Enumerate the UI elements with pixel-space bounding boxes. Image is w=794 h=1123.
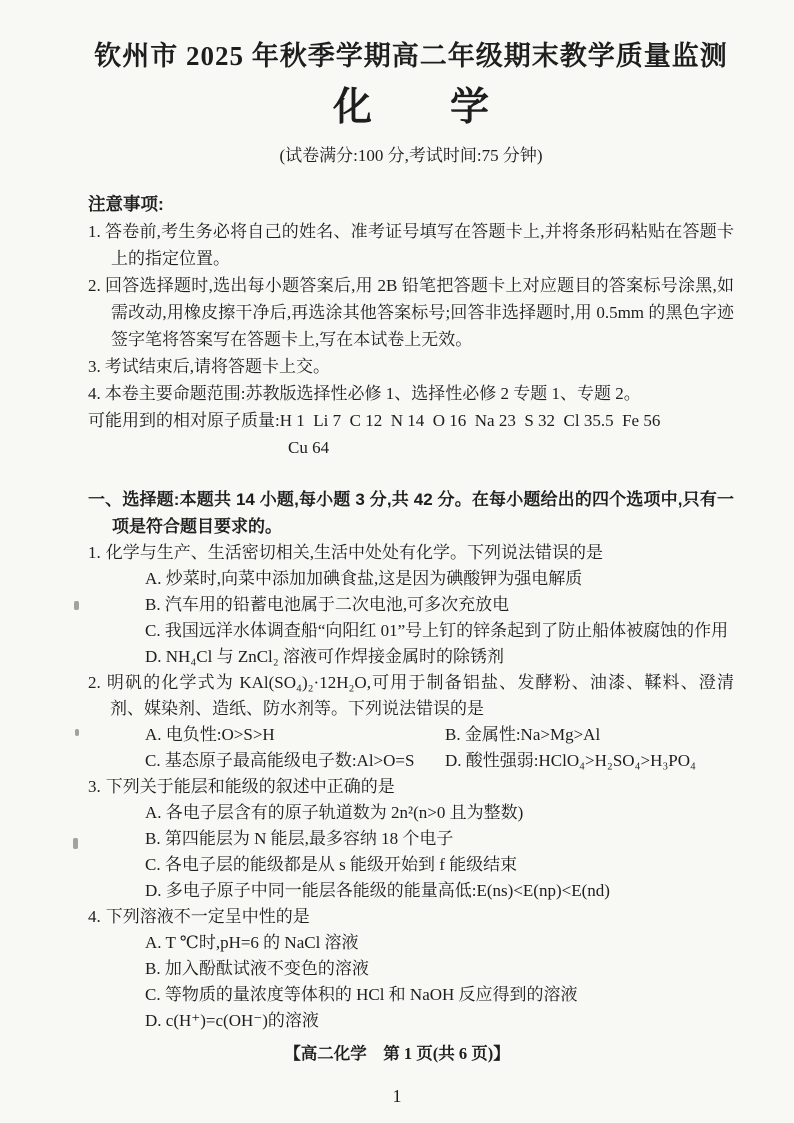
question-number: 4. <box>88 907 101 926</box>
notice-item-text: 回答选择题时,选出每小题答案后,用 2B 铅笔把答题卡上对应题目的答案标号涂黑,如需改动,用橡皮擦干净后,再选涂其他答案标号;回答非选择题时,用 0.5mm 的黑色字迹签字笔将答案写在答题卡上,写在本试卷上无效。 <box>104 276 734 349</box>
option-b: B. 金属性:Na>Mg>Al <box>445 725 601 744</box>
option-c: C. 各电子层的能级都是从 s 能级开始到 f 能级结束 <box>145 855 518 874</box>
question-number: 1. <box>88 543 101 562</box>
question-stem-text: 化学与生产、生活密切相关,生活中处处有化学。下列说法错误的是 <box>105 543 603 562</box>
atomic-masses-line1: 可能用到的相对原子质量:H 1 Li 7 C 12 N 14 O 16 Na 23 S 32 Cl 35.5 Fe 56 <box>88 411 661 430</box>
question-options <box>145 800 734 904</box>
notice-item <box>88 380 734 407</box>
option-b: B. 第四能层为 N 能层,最多容纳 18 个电子 <box>145 829 454 848</box>
notice-block <box>88 191 734 461</box>
notice-item <box>88 353 734 380</box>
notice-item-text: 考试结束后,请将答题卡上交。 <box>104 357 330 376</box>
footer-text: 【高二化学 第 1 页(共 6 页)】 <box>284 1044 510 1063</box>
notice-item-number: 1. <box>88 222 101 241</box>
option-a: A. 电负性:O>S>H <box>145 725 275 744</box>
notice-item-number: 3. <box>88 357 101 376</box>
scan-artifact <box>73 838 78 849</box>
question-2 <box>88 670 734 774</box>
section-heading: 一、选择题:本题共 14 小题,每小题 3 分,共 42 分。在每小题给出的四个选项中,只有一项是符合题目要求的。 <box>88 490 734 536</box>
option-b: B. 汽车用的铅蓄电池属于二次电池,可多次充放电 <box>145 595 510 614</box>
option-a: A. T ℃时,pH=6 的 NaCl 溶液 <box>145 933 359 952</box>
question-stem-text: 明矾的化学式为 KAl(SO₄)₂·12H₂O,可用于制备铝盐、发酵粉、油漆、鞣料、澄清剂、媒染剂、造纸、防水剂等。下列说法错误的是 <box>105 673 734 718</box>
notice-item <box>88 272 734 353</box>
question-stem-text: 下列关于能层和能级的叙述中正确的是 <box>105 777 395 796</box>
question-options <box>145 722 734 774</box>
option-c: C. 基态原子最高能级电子数:Al>O=S <box>145 751 415 770</box>
notice-item-number: 2. <box>88 276 101 295</box>
question-stem <box>88 540 734 566</box>
option-a: A. 炒菜时,向菜中添加加碘食盐,这是因为碘酸钾为强电解质 <box>145 569 583 588</box>
question-stem <box>88 904 734 930</box>
question-options <box>145 930 734 1034</box>
question-1 <box>88 540 734 670</box>
option-d: D. NH₄Cl 与 ZnCl₂ 溶液可作焊接金属时的除锈剂 <box>145 647 504 666</box>
scan-artifact <box>74 601 79 610</box>
notice-item-number: 4. <box>88 384 101 403</box>
option-d: D. c(H⁺)=c(OH⁻)的溶液 <box>145 1011 319 1030</box>
option-c: C. 我国远洋水体调查船“向阳红 01”号上钉的锌条起到了防止船体被腐蚀的作用 <box>145 621 729 640</box>
question-number: 2. <box>88 673 101 692</box>
question-stem <box>88 670 734 722</box>
question-options <box>145 566 734 670</box>
page-title: 钦州市 2025 年秋季学期高二年级期末教学质量监测 <box>94 41 728 71</box>
question-3 <box>88 774 734 904</box>
notice-item <box>88 218 734 272</box>
exam-info: (试卷满分:100 分,考试时间:75 分钟) <box>279 146 543 165</box>
page-content <box>88 0 734 1034</box>
option-d: D. 酸性强弱:HClO₄>H₂SO₄>H₃PO₄ <box>445 751 696 770</box>
notice-item-text: 本卷主要命题范围:苏教版选择性必修 1、选择性必修 2 专题 1、专题 2。 <box>104 384 641 403</box>
option-d: D. 多电子原子中同一能层各能级的能量高低:E(ns)<E(np)<E(nd) <box>145 881 610 900</box>
atomic-masses-line2: Cu 64 <box>288 438 330 457</box>
notice-item-text: 答卷前,考生务必将自己的姓名、准考证号填写在答题卡上,并将条形码粘贴在答题卡上的指定位置。 <box>104 222 734 268</box>
page-number: 1 <box>392 1086 402 1106</box>
notice-heading: 注意事项: <box>88 194 164 214</box>
option-c: C. 等物质的量浓度等体积的 HCl 和 NaOH 反应得到的溶液 <box>145 985 578 1004</box>
question-number: 3. <box>88 777 101 796</box>
option-b: B. 加入酚酞试液不变色的溶液 <box>145 959 369 978</box>
scan-artifact <box>75 729 79 736</box>
option-a: A. 各电子层含有的原子轨道数为 2n²(n>0 且为整数) <box>145 803 524 822</box>
question-4 <box>88 904 734 1034</box>
subject-title: 化 学 <box>332 86 489 129</box>
question-stem <box>88 774 734 800</box>
question-stem-text: 下列溶液不一定呈中性的是 <box>105 907 310 926</box>
